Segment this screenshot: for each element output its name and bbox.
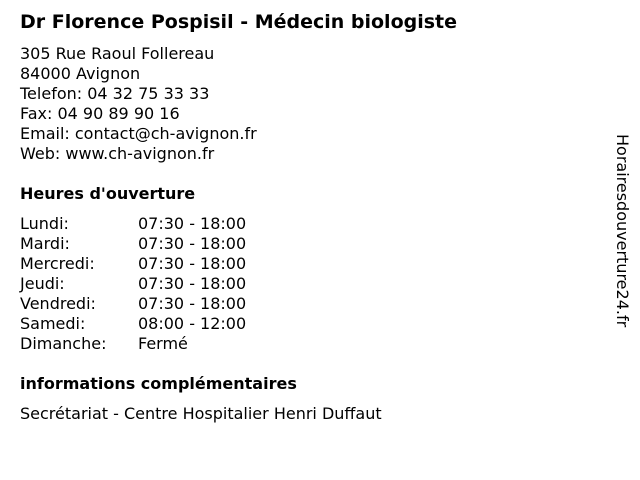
street-address: 305 Rue Raoul Follereau xyxy=(20,44,215,63)
hours-row-monday xyxy=(20,214,246,234)
watermark-text: Horairesdouverture24.fr xyxy=(613,134,632,328)
hours-row-wednesday xyxy=(20,254,246,274)
email-address: Email: contact@ch-avignon.fr xyxy=(20,124,257,143)
hours-row-sunday xyxy=(20,334,246,354)
contact-block xyxy=(20,44,257,164)
hours-heading: Heures d'ouverture xyxy=(20,184,196,203)
opening-hours-list xyxy=(20,214,246,354)
hours-row-tuesday xyxy=(20,234,246,254)
info-heading: informations complémentaires xyxy=(20,374,297,393)
website-address: Web: www.ch-avignon.fr xyxy=(20,144,215,163)
time-range: 08:00 - 12:00 xyxy=(138,314,247,333)
phone-number: Telefon: 04 32 75 33 33 xyxy=(20,84,210,103)
day-label: Mardi: xyxy=(20,234,70,253)
time-range: 07:30 - 18:00 xyxy=(138,234,247,253)
city-postcode: 84000 Avignon xyxy=(20,64,141,83)
fax-number: Fax: 04 90 89 90 16 xyxy=(20,104,180,123)
time-range: 07:30 - 18:00 xyxy=(138,294,247,313)
page-title: Dr Florence Pospisil - Médecin biologiste xyxy=(20,11,458,33)
time-range: Fermé xyxy=(138,334,188,353)
hours-row-friday xyxy=(20,294,246,314)
info-text: Secrétariat - Centre Hospitalier Henri Duffaut xyxy=(20,404,382,423)
time-range: 07:30 - 18:00 xyxy=(138,274,247,293)
hours-row-thursday xyxy=(20,274,246,294)
day-label: Jeudi: xyxy=(20,274,65,293)
hours-row-saturday xyxy=(20,314,246,334)
day-label: Samedi: xyxy=(20,314,86,333)
time-range: 07:30 - 18:00 xyxy=(138,214,247,233)
day-label: Vendredi: xyxy=(20,294,96,313)
day-label: Mercredi: xyxy=(20,254,95,273)
time-range: 07:30 - 18:00 xyxy=(138,254,247,273)
day-label: Lundi: xyxy=(20,214,69,233)
day-label: Dimanche: xyxy=(20,334,107,353)
